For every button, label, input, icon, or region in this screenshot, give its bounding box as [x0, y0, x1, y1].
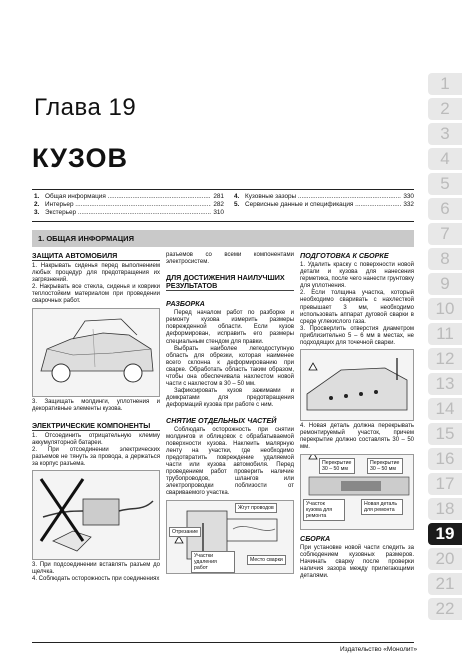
column-1 — [32, 252, 160, 584]
chapter-tab-3[interactable]: 3 — [428, 123, 462, 145]
subheading-best-results: ДЛЯ ДОСТИЖЕНИЯ НАИЛУЧШИХ РЕЗУЛЬТАТОВ — [166, 273, 285, 291]
paragraph: При установке новой части следить за соблюдением кузовных размеров. Начинать сварку после проверки наличия зазора между прилегающими деталями. — [300, 544, 414, 579]
chapter-title: КУЗОВ — [32, 143, 129, 173]
figure-label-wires: Жгут проводов — [235, 503, 277, 513]
chapter-tab-12[interactable]: 12 — [428, 348, 462, 370]
chapter-tab-20[interactable]: 20 — [428, 548, 462, 570]
footer-rule — [32, 642, 414, 643]
subheading-electrical: ЭЛЕКТРИЧЕСКИЕ КОМПОНЕНТЫ — [32, 420, 151, 430]
part-removal-figure — [166, 500, 294, 574]
subheading-part-removal: СНЯТИЕ ОТДЕЛЬНЫХ ЧАСТЕЙ — [166, 415, 277, 425]
figure-label-remove: Участки удаления работ — [191, 551, 235, 573]
chapter-tab-19-active[interactable]: 19 — [428, 523, 462, 545]
paragraph: 2. При отсоединении электрических разъемов не тянуть за провода, а держаться за корпус разъема. — [32, 446, 160, 468]
subheading-underline — [166, 290, 294, 291]
chapter-tab-13[interactable]: 13 — [428, 373, 462, 395]
paragraph: 3. Просверлить отверстия диаметром приблизительно 5 – 6 мм в местах, не подходящих для точечной сварки. — [300, 325, 414, 347]
paragraph: Соблюдать осторожность при снятии молдингов и облицовок с обрабатываемой поверхности кузова. Наклеить малярную ленту на участки, где необходимо предотвратить повреждение удаляемой части или кузова автомобиля. Перед проведением работ проверить наличие трубопроводов, шлангов или электропроводки поблизости от свариваемого участка. — [166, 426, 294, 497]
toc-left-column — [34, 193, 224, 218]
figure-label-cut: Отрезание — [169, 527, 201, 537]
figure-label-body-repair: Участок кузова для ремонта — [303, 499, 345, 521]
paragraph: 3. При подсоединении вставлять разъем до щелчка. — [32, 562, 160, 576]
paragraph: 1. Накрывать сиденья перед выполнением любых процедур для предотвращения их загрязнений. — [32, 263, 160, 284]
toc-entry[interactable]: 3. Экстерьер ..... 310 — [34, 209, 224, 217]
figure-label-new-part: Новая деталь для ремонта — [361, 499, 403, 515]
paragraph: 4. Новая деталь должна перекрывать ремонтируемый участок, причем перекрытие должно составлять 30 – 50 мм. — [300, 423, 414, 451]
subheading-vehicle-protection: ЗАЩИТА АВТОМОБИЛЯ — [32, 251, 118, 260]
figure-label-overlap-a: Перекрытие 30 – 50 мм — [319, 458, 355, 474]
toc-top-rule — [32, 189, 414, 190]
chapter-tab-11[interactable]: 11 — [428, 323, 462, 345]
chapter-tab-4[interactable]: 4 — [428, 148, 462, 170]
chapter-tab-8[interactable]: 8 — [428, 248, 462, 270]
chapter-toc — [34, 193, 414, 219]
chapter-tab-21[interactable]: 21 — [428, 573, 462, 595]
chapter-tab-7[interactable]: 7 — [428, 223, 462, 245]
chapter-tab-1[interactable]: 1 — [428, 73, 462, 95]
toc-bottom-rule — [32, 221, 414, 222]
paragraph: 1. Отсоединить отрицательную клемму аккумуляторной батареи. — [32, 432, 160, 446]
chapter-tab-16[interactable]: 16 — [428, 448, 462, 470]
car-protection-illustration — [33, 309, 159, 394]
paragraph: 4. Соблюдать осторожность при соединениях — [32, 576, 160, 583]
chapter-tab-22[interactable]: 22 — [428, 598, 462, 620]
paragraph: 2. Если толщина участка, который необходимо сваривать с нахлесткой превышает 3 мм, необходимо использовать аппарат дуговой сварки в среде углекислого газа. — [300, 290, 414, 325]
connector-illustration — [33, 471, 159, 557]
chapter-tab-2[interactable]: 2 — [428, 98, 462, 120]
subheading-assembly-prep: ПОДГОТОВКА К СБОРКЕ — [300, 251, 389, 260]
paragraph: 2. Накрывать все стекла, сиденья и коврики теплостойким материалом при проведении сварочных работ. — [32, 284, 160, 305]
toc-entry[interactable]: 4. Кузовные зазоры ..... 330 — [234, 193, 414, 201]
chapter-tab-10[interactable]: 10 — [428, 298, 462, 320]
toc-entry[interactable]: 5. Сервисные данные и спецификация ..... 332 — [234, 201, 414, 209]
chapter-tab-9[interactable]: 9 — [428, 273, 462, 295]
subheading-underline — [32, 430, 160, 431]
drilling-illustration — [301, 350, 413, 418]
connector-figure — [32, 470, 160, 560]
chapter-label: Глава 19 — [34, 94, 137, 121]
paragraph: 1. Удалить краску с поверхности новой детали и кузова для нанесения герметика, после чего нанести грунтовку для уплотнения. — [300, 262, 414, 290]
subheading-underline — [32, 260, 160, 261]
paragraph: Перед началом работ по разборке и ремонту кузова измерить размеры поврежденной области. Если кузов деформирован, исправить его размеры специальным стендом для правки. — [166, 310, 294, 345]
subheading-assembly: СБОРКА — [300, 533, 331, 543]
toc-right-column — [234, 193, 414, 209]
figure-label-weld: Место сварки — [247, 555, 286, 565]
chapter-tabs — [428, 73, 464, 623]
overlap-figure — [300, 454, 414, 530]
chapter-tab-6[interactable]: 6 — [428, 198, 462, 220]
paragraph: 3. Защищать молдинги, уплотнения и декоративные элементы кузова. — [32, 398, 160, 412]
paragraph: Зафиксировать кузов зажимами и домкратами для предотвращения деформаций кузова при работе с ним. — [166, 388, 294, 409]
section-header: 1. ОБЩАЯ ИНФОРМАЦИЯ — [32, 230, 414, 247]
paragraph: Выбрать наиболее легкодоступную область для обрезки, которая наименее всего склонна к деформированию при сварке. Обработать область таким образом, чтобы она обеспечивала нахлестом новой части с нахлестом в 30 – 50 мм. — [166, 345, 294, 388]
chapter-tab-5[interactable]: 5 — [428, 173, 462, 195]
subheading-disassembly: РАЗБОРКА — [166, 299, 205, 309]
chapter-tab-18[interactable]: 18 — [428, 498, 462, 520]
column-3 — [300, 252, 414, 580]
column-2 — [166, 252, 294, 574]
chapter-tab-14[interactable]: 14 — [428, 398, 462, 420]
chapter-tab-17[interactable]: 17 — [428, 473, 462, 495]
paragraph: разъемов со всеми компонентами электросистем. — [166, 252, 294, 266]
toc-entry[interactable]: 2. Интерьер ..... 282 — [34, 201, 224, 209]
drilling-figure — [300, 349, 414, 421]
chapter-tab-15[interactable]: 15 — [428, 423, 462, 445]
publisher-footer: Издательство «Монолит» — [340, 646, 418, 653]
car-protection-figure — [32, 308, 160, 397]
toc-entry[interactable]: 1. Общая информация ..... 281 — [34, 193, 224, 201]
figure-label-overlap-b: Перекрытие 30 – 50 мм — [367, 458, 403, 474]
